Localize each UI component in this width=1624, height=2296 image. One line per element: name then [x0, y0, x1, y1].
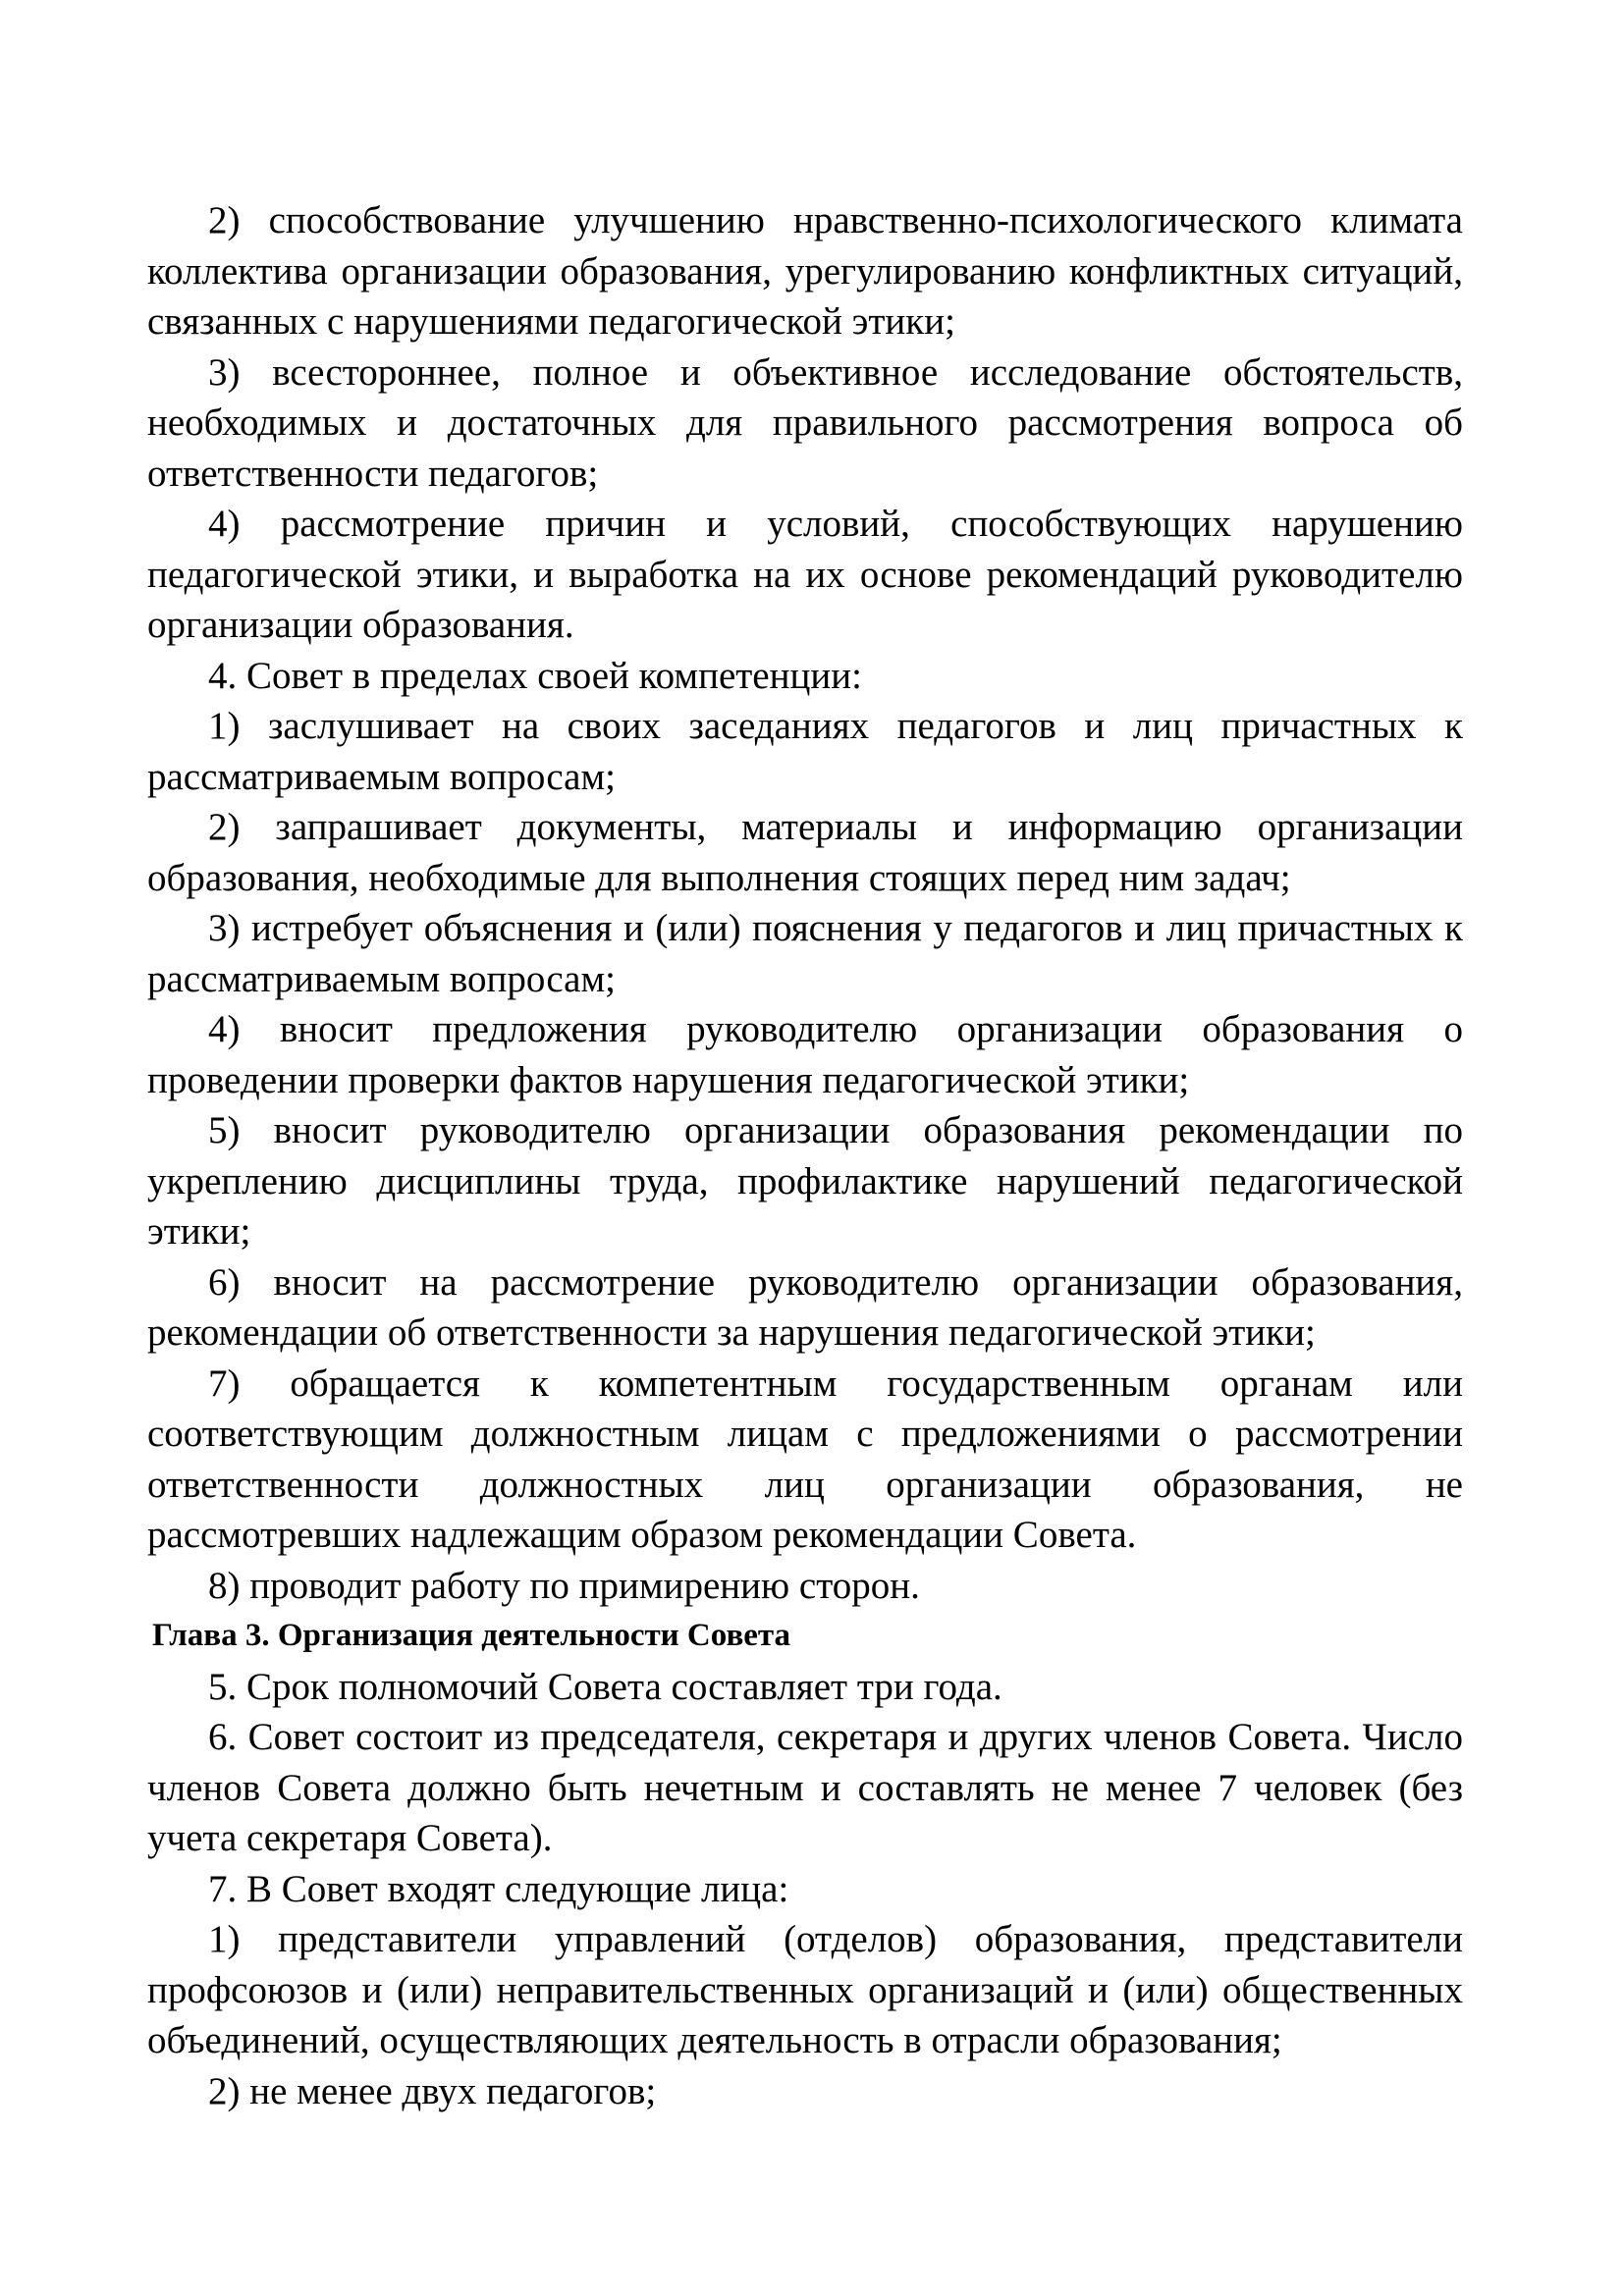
document-paragraph: 7. В Совет входят следующие лица: [208, 1867, 789, 1910]
document-paragraph: 1) представители управлений (отделов) образования, представители профсоюзов и (или) неправительственных организаций и (или) общественных объединений, осуществляющих деятельность в отрасли образования; [147, 1918, 1463, 2061]
document-paragraph: 2) не менее двух педагогов; [208, 2069, 657, 2112]
document-paragraph: 2) запрашивает документы, материалы и информацию организации образования, необходимые для выполнения стоящих перед ним задач; [147, 806, 1463, 899]
document-paragraph: 3) истребует объяснения и (или) пояснения у педагогов и лиц причастных к рассматриваемым вопросам; [147, 907, 1463, 1000]
document-paragraph: 6. Совет состоит из председателя, секретаря и других членов Совета. Число членов Совета должно быть нечетным и составлять не менее 7 человек (без учета секретаря Совета). [147, 1716, 1463, 1859]
document-paragraph: 4) вносит предложения руководителю организации образования о проведении проверки фактов нарушения педагогической этики; [147, 1008, 1463, 1101]
chapter-heading: Глава 3. Организация деятельности Совета [152, 1618, 791, 1653]
document-paragraph: 7) обращается к компетентным государственным органам или соответствующим должностным лицам с предложениями о рассмотрении ответственности должностных лиц организации образования, не рассмотревших надлежащим образом рекомендации Совета. [147, 1362, 1463, 1556]
document-paragraph: 8) проводит работу по примирению сторон. [208, 1564, 920, 1607]
document-paragraph: 6) вносит на рассмотрение руководителю организации образования, рекомендации об ответственности за нарушения педагогической этики; [147, 1260, 1463, 1354]
document-paragraph: 4) рассмотрение причин и условий, способствующих нарушению педагогической этики, и выработка на их основе рекомендаций руководителю организации образования. [147, 503, 1463, 646]
document-paragraph: 1) заслушивает на своих заседаниях педагогов и лиц причастных к рассматриваемым вопросам; [147, 705, 1463, 798]
document-paragraph: 4. Совет в пределах своей компетенции: [208, 654, 862, 697]
document-paragraph: 5. Срок полномочий Совета составляет три года. [208, 1665, 1002, 1708]
document-paragraph: 5) вносит руководителю организации образования рекомендации по укреплению дисциплины труда, профилактике нарушений педагогической этики; [147, 1109, 1463, 1253]
document-paragraph: 2) способствование улучшению нравственно-психологического климата коллектива организации образования, урегулированию конфликтных ситуаций, связанных с нарушениями педагогической этики; [147, 199, 1463, 343]
document-paragraph: 3) всестороннее, полное и объективное исследование обстоятельств, необходимых и достаточных для правильного рассмотрения вопроса об ответственности педагогов; [147, 350, 1463, 495]
